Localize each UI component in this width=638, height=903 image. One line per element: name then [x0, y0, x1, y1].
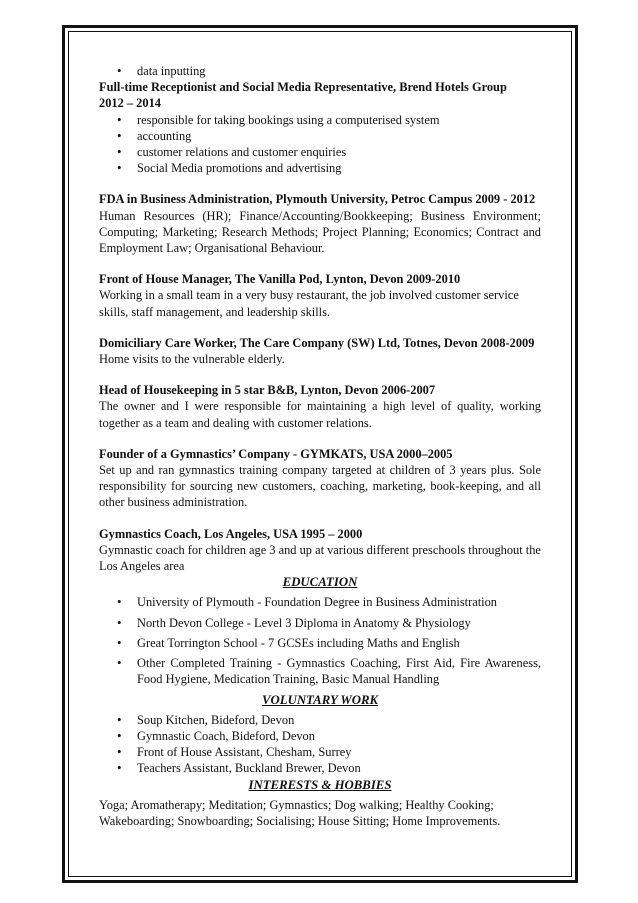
list-item: • Social Media promotions and advertising	[99, 160, 541, 176]
list-item: • North Devon College - Level 3 Diploma in Anatomy & Physiology	[99, 615, 541, 631]
fda-desc: Human Resources (HR); Finance/Accounting/Bookkeeping; Business Environment; Computing; Marketing; Research Methods; Project Planning; Economics; Contract and Employment Law; Organisational Behaviour.	[99, 208, 541, 256]
list-item: • Soup Kitchen, Bideford, Devon	[99, 712, 541, 728]
care-desc: Home visits to the vulnerable elderly.	[99, 352, 285, 367]
interests-heading: INTERESTS & HOBBIES	[248, 777, 392, 792]
housekeeping-desc: The owner and I were responsible for maintaining a high level of quality, working together as a team and dealing with customer relations.	[99, 399, 541, 430]
education-list	[99, 594, 541, 687]
housekeeping-title: Head of Housekeeping in 5 star B&B, Lynton, Devon 2006-2007	[99, 383, 436, 398]
coach-title: Gymnastics Coach, Los Angeles, USA 1995 – 2000	[99, 526, 363, 541]
list-item: • Great Torrington School - 7 GCSEs including Maths and English	[99, 635, 541, 651]
job-dates-receptionist: 2012 – 2014	[99, 96, 161, 111]
voluntary-heading: VOLUNTARY WORK	[261, 692, 379, 707]
interests-text: Yoga; Aromatherapy; Meditation; Gymnastics; Dog walking; Healthy Cooking; Wakeboarding; Snowboarding; Socialising; House Sitting; Home Improvements.	[99, 797, 501, 828]
list-item: • accounting	[99, 128, 541, 144]
job-title-receptionist: Full-time Receptionist and Social Media Representative, Brend Hotels Group	[99, 80, 507, 95]
list-item: • Teachers Assistant, Buckland Brewer, Devon	[99, 760, 541, 776]
education-heading: EDUCATION	[282, 575, 358, 590]
list-item: • customer relations and customer enquiries	[99, 144, 541, 160]
list-item: • University of Plymouth - Foundation Degree in Business Administration	[99, 594, 541, 610]
vanilla-title: Front of House Manager, The Vanilla Pod, Lynton, Devon 2009-2010	[99, 272, 461, 287]
gymkats-desc: Set up and ran gymnastics training company targeted at children of 3 years plus. Sole responsibility for sourcing new customers, coaching, marketing, book-keeping, and all other business administration.	[99, 463, 541, 510]
fda-title: FDA in Business Administration, Plymouth University, Petroc Campus 2009 - 2012	[99, 192, 536, 207]
care-title: Domiciliary Care Worker, The Care Company (SW) Ltd, Totnes, Devon 2008-2009	[99, 335, 535, 350]
coach-desc: Gymnastic coach for children age 3 and up at various different preschools throughout the Los Angeles area	[99, 542, 541, 574]
receptionist-duties	[99, 112, 541, 177]
top-bullet-list	[99, 63, 541, 79]
list-item: • Front of House Assistant, Chesham, Surrey	[99, 744, 541, 760]
gymkats-title: Founder of a Gymnastics’ Company - GYMKATS, USA 2000–2005	[99, 446, 453, 461]
list-item: • Other Completed Training - Gymnastics Coaching, First Aid, Fire Awareness, Food Hygiene, Medication Training, Basic Manual Handling	[99, 655, 541, 687]
vanilla-desc: Working in a small team in a very busy restaurant, the job involved customer service skills, staff management, and leadership skills.	[99, 288, 519, 319]
list-item: • responsible for taking bookings using a computerised system	[99, 112, 541, 128]
cv-content	[99, 63, 541, 829]
list-item: • data inputting	[99, 63, 541, 79]
list-item: • Gymnastic Coach, Bideford, Devon	[99, 728, 541, 744]
voluntary-list	[99, 712, 541, 777]
